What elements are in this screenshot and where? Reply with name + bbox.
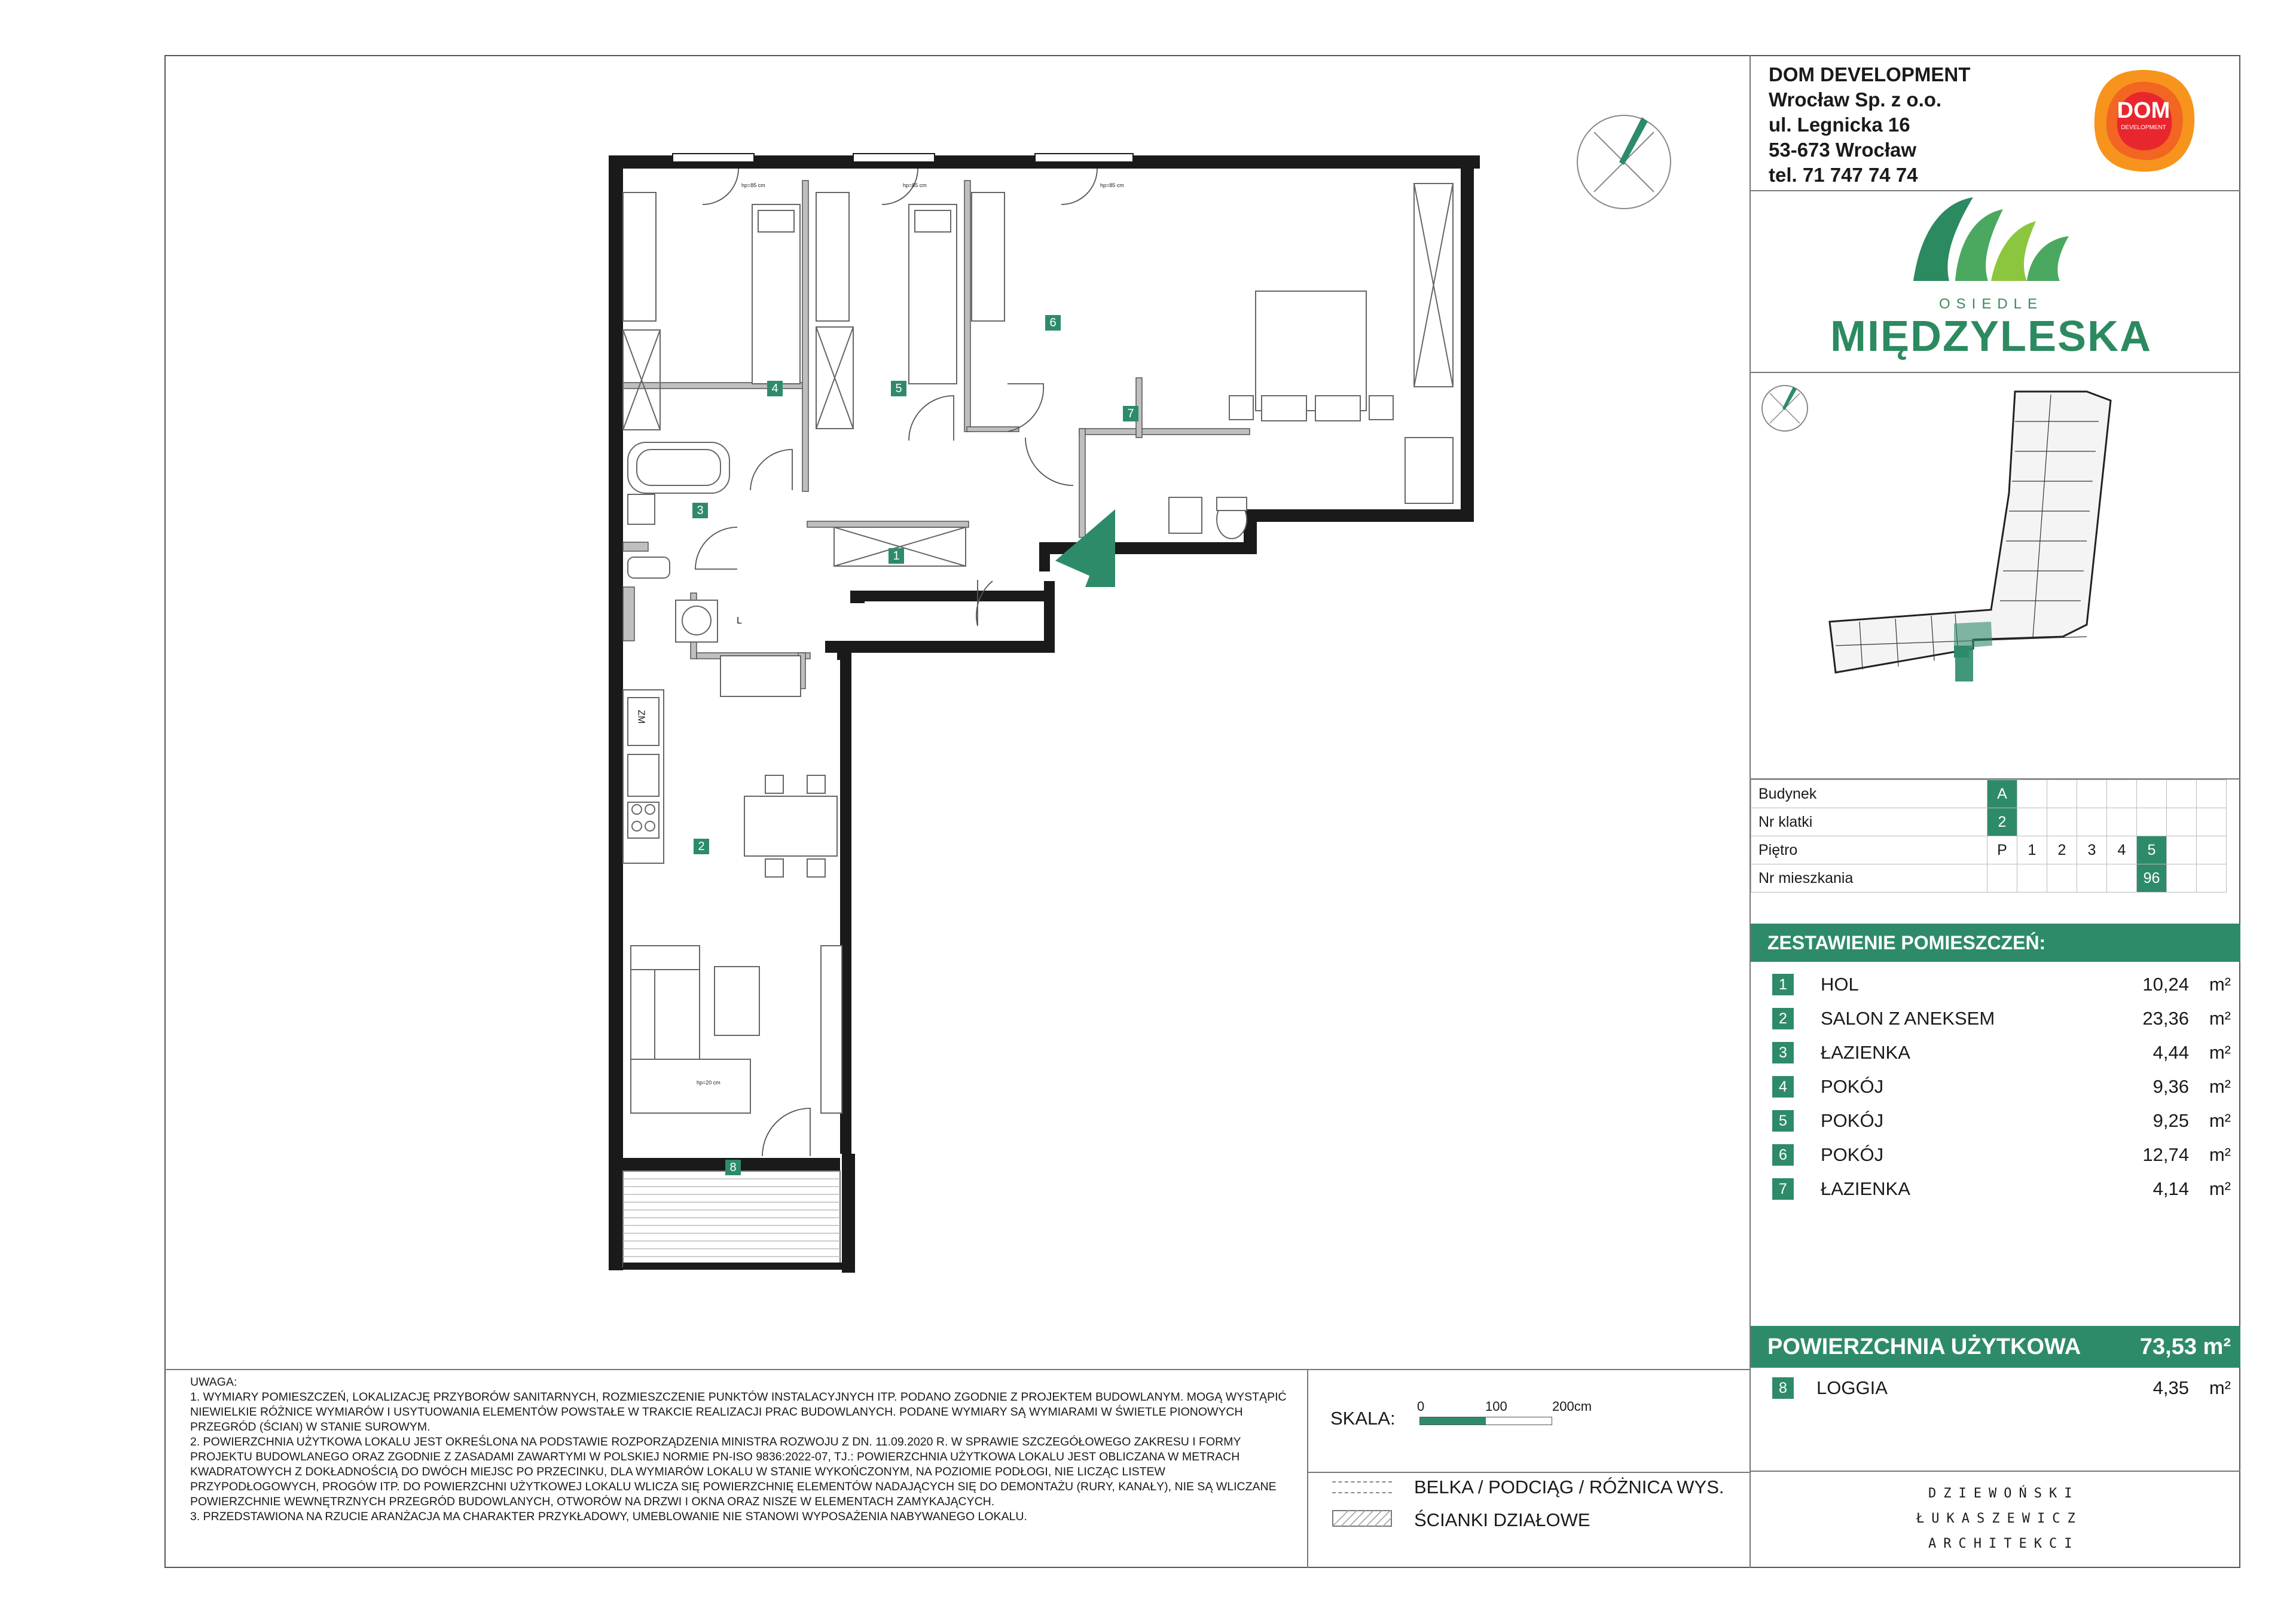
room-area: 12,74 — [2142, 1144, 2189, 1165]
room-row — [1751, 1102, 2240, 1136]
architect-line-1: DZIEWOŃSKI — [1928, 1486, 2080, 1501]
room-row — [1751, 1000, 2240, 1034]
notes — [190, 1375, 1296, 1524]
dom-development-logo — [2090, 67, 2197, 175]
room-unit: m² — [2209, 1178, 2231, 1199]
building-value: A — [1987, 780, 2017, 808]
furniture — [623, 192, 1453, 503]
floor-label: Piętro — [1751, 836, 1987, 864]
compass-icon — [1577, 115, 1671, 209]
scale-tick-100: 100 — [1485, 1399, 1507, 1414]
total-area-bar — [1751, 1326, 2240, 1368]
room-number: 2 — [1772, 1008, 1794, 1029]
notes-title: UWAGA: — [190, 1376, 237, 1389]
room-tag-7: 7 — [1123, 406, 1138, 421]
total-label: POWIERZCHNIA UŻYTKOWA — [1767, 1334, 2081, 1359]
window-note: hp=85 cm — [1100, 182, 1124, 188]
loggia-name: LOGGIA — [1816, 1377, 1888, 1398]
room-area: 4,44 — [2152, 1042, 2189, 1063]
note-item: 2. POWIERZCHNIA UŻYTKOWA LOKALU JEST OKREŚLONA NA PODSTAWIE ROZPORZĄDZENIA MINISTRA ROZWOJU Z DN. 11.09.2020 R. W SPRAWIE SZCZEGÓŁOWEGO ZAKRESU I FORMY PROJEKTU BUDOWLANEGO ORAZ ZGODNIE Z ZASADAMI ZAWARTYMI W POLSKIEJ NORMIE PN-ISO 9836:2022-07, TJ.: POWIERZCHNIA UŻYTKOWA LOKALU JEST OBLICZANA W METRACH KWADRATOWYCH Z DOKŁADNOŚCIĄ DO DWÓCH MIEJSC PO PRZECINKU, DLA WYMIARÓW LOKALU W STANIE WYKOŃCZONYM, NA POZIOMIE PODŁOGI, NIE LICZĄC LISTEW PRZYPODŁOGOWYCH, PROGÓW ITP. DO POWIERZCHNI UŻYTKOWEJ LOKALU WLICZA SIĘ POWIERZCHNIĘ ELEMENTÓW NADAJĄCYCH SIĘ DO DEMONTAŻU (RURY, KANAŁY), NIE SĄ WLICZANE POWIERZCHNIE WEWNĘTRZNYCH PRZEGRÓD BUDOWLANYCH, OTWORÓW NA DRZWI I OKNA ORAZ NISZE W ELEMENTACH ZAMYKAJĄCYCH. — [190, 1435, 1277, 1508]
company-name: DOM DEVELOPMENT — [1769, 63, 1971, 85]
room-tag-4: 4 — [767, 381, 783, 396]
window-note: hp=85 cm — [741, 182, 765, 188]
room-row — [1751, 1068, 2240, 1102]
floor-cell: 2 — [2047, 836, 2077, 864]
rooms-header: ZESTAWIENIE POMIESZCZEŃ: — [1751, 924, 2240, 962]
loggia-area: 4,35 — [2152, 1377, 2189, 1398]
fridge-label: L — [737, 616, 742, 626]
room-tag-6: 6 — [1045, 315, 1061, 331]
room-unit: m² — [2209, 1076, 2231, 1097]
company-phone: tel. 71 747 74 74 — [1769, 164, 1918, 186]
room-unit: m² — [2209, 974, 2231, 995]
staircase-label: Nr klatki — [1751, 808, 1987, 836]
room-tag-2: 2 — [694, 839, 709, 854]
room-number: 7 — [1772, 1178, 1794, 1200]
note-item: 1. WYMIARY POMIESZCZEŃ, LOKALIZACJĘ PRZYBORÓW SANITARNYCH, ROZMIESZCZENIE PUNKTÓW INSTALACYJNYCH ITP. PODANO ZGODNIE Z PROJEKTEM BUDOWLANYM. MOGĄ WYSTĄPIĆ NIEWIELKIE RÓŻNICE WYMIARÓW I USYTUOWANIA ELEMENTÓW POWSTAŁE W TRAKCIE REALIZACJI PRAC BUDOWLANYCH. PODANE WYMIARY SĄ WYMIARAMI W ŚWIETLE PIONOWYCH PRZEGRÓD (ŚCIAN) W STANIE SUROWYM. — [190, 1390, 1287, 1434]
apartment-label: Nr mieszkania — [1751, 864, 1987, 893]
room-number: 1 — [1772, 974, 1794, 995]
architect-logo — [1916, 1481, 2083, 1557]
panel-divider — [1750, 1471, 2240, 1472]
room-number: 5 — [1772, 1110, 1794, 1132]
room-row — [1751, 965, 2240, 1000]
company-street: ul. Legnicka 16 — [1769, 114, 1910, 136]
room-number: 6 — [1772, 1144, 1794, 1166]
loggia-number: 8 — [1772, 1377, 1794, 1399]
apartment-info-table — [1751, 780, 2227, 893]
loggia-row — [1751, 1369, 2240, 1403]
kitchen — [623, 656, 842, 1113]
beam-legend-label: BELKA / PODCIĄG / RÓŻNICA WYS. — [1414, 1477, 1724, 1497]
dishwasher-label: ZM — [636, 710, 646, 724]
compass-small-icon — [1762, 386, 1808, 431]
room-row — [1751, 1034, 2240, 1068]
staircase-value: 2 — [1987, 808, 2017, 836]
room-tag-3: 3 — [692, 503, 708, 518]
room-area: 10,24 — [2142, 974, 2189, 995]
architect-line-3: ARCHITEKCI — [1928, 1536, 2080, 1551]
panel-divider — [1307, 1472, 1750, 1473]
room-unit: m² — [2209, 1008, 2231, 1029]
room-name: POKÓJ — [1821, 1144, 1884, 1165]
room-name: SALON Z ANEKSEM — [1821, 1008, 1995, 1029]
company-city: 53-673 Wrocław — [1769, 139, 1917, 161]
panel-divider — [164, 1369, 1750, 1370]
scale-tick-0: 0 — [1417, 1399, 1425, 1414]
room-number: 4 — [1772, 1076, 1794, 1098]
floor-cell: 1 — [2017, 836, 2047, 864]
room-area: 9,36 — [2152, 1076, 2189, 1097]
room-tag-1: 1 — [889, 548, 904, 564]
floor-cell: P — [1987, 836, 2017, 864]
room-name: HOL — [1821, 974, 1859, 995]
room-number: 3 — [1772, 1042, 1794, 1063]
room-unit: m² — [2209, 1144, 2231, 1165]
room-area: 23,36 — [2142, 1008, 2189, 1029]
apartment-value: 96 — [2137, 864, 2167, 893]
architect-line-2: ŁUKASZEWICZ — [1916, 1511, 2083, 1526]
panel-divider — [1307, 1369, 1308, 1568]
logo-main: DOM — [2117, 98, 2170, 123]
floor-plan — [164, 55, 1749, 1368]
room-name: ŁAZIENKA — [1821, 1042, 1910, 1063]
room-tag-8: 8 — [725, 1160, 741, 1175]
scale-label: SKALA: — [1330, 1408, 1396, 1429]
room-row — [1751, 1170, 2240, 1204]
company-address — [1769, 62, 1970, 188]
beam-legend-icon — [1332, 1481, 1392, 1493]
company-subsidiary: Wrocław Sp. z o.o. — [1769, 88, 1942, 111]
partition-wall-legend-label: ŚCIANKI DZIAŁOWE — [1414, 1509, 1590, 1530]
floor-cell: 3 — [2077, 836, 2107, 864]
room-name: ŁAZIENKA — [1821, 1178, 1910, 1199]
scale-bar — [1419, 1417, 1552, 1425]
door-note: hp=20 cm — [697, 1080, 720, 1086]
site-plan-thumbnail — [1752, 374, 2236, 777]
total-value: 73,53 m² — [2139, 1334, 2231, 1359]
room-tag-5: 5 — [891, 381, 906, 396]
floor-cell-selected: 5 — [2137, 836, 2167, 864]
room-name: POKÓJ — [1821, 1076, 1884, 1097]
estate-subtitle: OSIEDLE — [1938, 296, 2044, 312]
note-item: 3. PRZEDSTAWIONA NA RZUCIE ARANŻACJA MA CHARAKTER PRZYKŁADOWY, UMEBLOWANIE NIE STANOWI WYPOSAŻENIA NABYWANEGO LOKALU. — [190, 1510, 1027, 1523]
windows — [673, 154, 1133, 162]
logo-sub: DEVELOPMENT — [2121, 124, 2166, 131]
room-unit: m² — [2209, 1042, 2231, 1063]
floor-cell: 4 — [2107, 836, 2137, 864]
room-row — [1751, 1136, 2240, 1170]
room-unit: m² — [2209, 1110, 2231, 1131]
estate-logo — [1752, 191, 2230, 360]
loggia-area — [623, 1171, 850, 1270]
scale-tick-200: 200cm — [1552, 1399, 1592, 1414]
building-label: Budynek — [1751, 780, 1987, 808]
room-name: POKÓJ — [1821, 1110, 1884, 1131]
room-area: 4,14 — [2152, 1178, 2189, 1199]
panel-divider — [1750, 372, 2240, 373]
partition-wall-legend-icon — [1332, 1510, 1392, 1527]
window-note: hp=85 cm — [903, 182, 927, 188]
leaf-logo-icon — [1907, 191, 2075, 287]
loggia-unit: m² — [2209, 1377, 2231, 1398]
estate-title: MIĘDZYLESKA — [1830, 313, 2152, 360]
room-area: 9,25 — [2152, 1110, 2189, 1131]
